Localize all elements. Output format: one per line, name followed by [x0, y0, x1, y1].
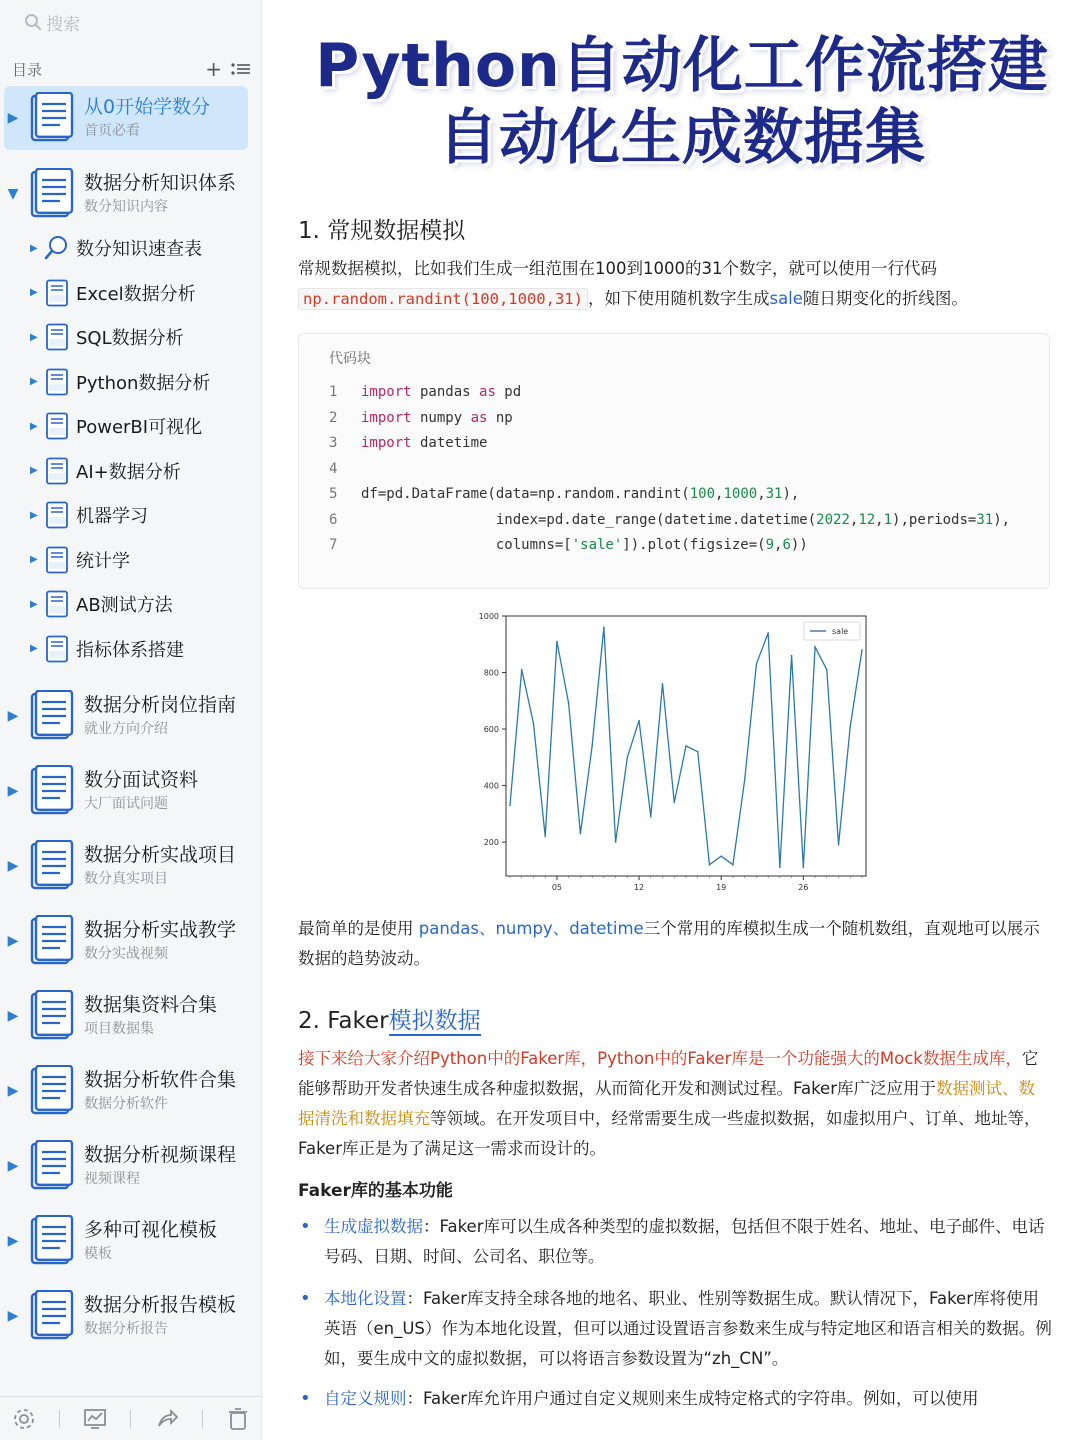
s1-text-2: ，如下使用随机数字生成: [587, 289, 770, 308]
code-token: 'sale': [571, 537, 623, 553]
toc-item-subtitle: 数据分析软件: [84, 1096, 168, 1112]
data-point: [638, 720, 640, 722]
document-icon: [30, 1065, 74, 1117]
code-token: columns=[: [361, 537, 572, 553]
code-token: datetime: [411, 435, 488, 451]
title-line-1: Python自动化工作流搭建: [315, 31, 1049, 101]
caret-right-icon[interactable]: ▶: [7, 933, 19, 949]
caret-right-icon[interactable]: ▶: [7, 110, 19, 126]
line-number: 6: [329, 511, 338, 528]
data-point: [580, 833, 582, 835]
section1-paragraph: [298, 254, 1050, 314]
line-number: 4: [329, 460, 338, 477]
code-block[interactable]: [298, 333, 1050, 589]
sidebar-bottom-bar: [0, 1396, 262, 1441]
code-token: ,: [774, 537, 783, 553]
toc-item-subtitle: 视频课程: [84, 1171, 140, 1187]
toc-item-title: 数据分析知识体系: [84, 172, 237, 194]
toc-sub-item[interactable]: [30, 277, 196, 309]
document-icon: [30, 1140, 74, 1192]
bullet-item: [298, 1212, 1054, 1272]
search-placeholder: 搜索: [46, 14, 80, 35]
toc-sub-item-label: 指标体系搭建: [76, 639, 184, 661]
toc-add-button[interactable]: +: [205, 57, 222, 81]
search-box[interactable]: [24, 8, 80, 36]
document-icon: [30, 690, 74, 742]
document-small-icon: [44, 546, 70, 574]
toc-item-title: 多种可视化模板: [84, 1219, 218, 1241]
bullet-text: ：Faker库允许用户通过自定义规则来生成特定格式的字符串。例如，可以使用: [406, 1389, 979, 1408]
sidebar: [0, 0, 262, 1440]
toc-item[interactable]: [4, 1209, 248, 1273]
bullet-text: ：Faker库支持全球各地的地名、职业、性别等数据生成。默认情况下，Faker库将使用英语（en_US）作为本地化设置，但可以通过设置语言参数来生成与特定地区和语言相关的数据。例如，要生成中文的虚拟数据，可以将语言参数设置为“zh_CN”。: [324, 1289, 1052, 1368]
s1-after-text-3: 数据的趋势波动。: [298, 949, 430, 968]
data-point: [685, 745, 687, 747]
s2-text-2: 等领域。在开发项目中，经常需要生成一些虚拟数据，如虚拟用户、订单、地址等，Faker库正是为了满足这一需求而设计的。: [298, 1109, 1041, 1158]
code-token: np: [487, 409, 513, 426]
toc-item-subtitle: 模板: [84, 1246, 112, 1262]
toc-sub-item-label: PowerBI可视化: [76, 417, 203, 438]
toc-item-subtitle: 数分知识内容: [84, 199, 168, 215]
toc-item[interactable]: [4, 984, 248, 1048]
document-icon: [30, 765, 74, 817]
code-token: 100: [689, 486, 716, 502]
toc-label: 目录: [12, 60, 43, 79]
section2-paragraph: [298, 1044, 1050, 1164]
data-point: [732, 864, 734, 866]
x-tick-label: 26: [798, 883, 809, 890]
data-point: [838, 844, 840, 846]
code-line: [329, 512, 1010, 536]
caret-right-icon[interactable]: ▶: [30, 242, 38, 254]
s1-after-text-1: 最简单的是使用: [298, 919, 419, 938]
bullet-text: ：Faker库可以生成各种类型的虚拟数据，包括但不限于姓名、地址、电子邮件、电话号码、日期、时间、公司名、职位等。: [324, 1217, 1045, 1266]
code-token: ),: [782, 486, 800, 502]
code-token: 1: [883, 511, 893, 528]
data-point: [861, 649, 863, 651]
toc-sub-item[interactable]: [30, 499, 148, 531]
s2-heading-link[interactable]: 模拟数据: [388, 1008, 481, 1034]
search-icon: [24, 13, 42, 31]
code-token: pandas: [411, 384, 480, 400]
data-point: [720, 855, 722, 857]
code-token: 31: [976, 511, 994, 528]
code-token: 31: [765, 486, 783, 502]
caret-right-icon[interactable]: ▶: [7, 1233, 19, 1249]
caret-down-icon[interactable]: ▼: [7, 186, 19, 202]
document-icon: [30, 915, 74, 967]
magnifier-icon: [44, 234, 70, 262]
toc-sub-item[interactable]: [30, 321, 184, 353]
code-token: ),periods=: [892, 511, 977, 528]
s1-after-text-2: 三个常用的库模拟生成一个随机数组，直观地可以展示: [643, 919, 1040, 938]
toc-item[interactable]: [4, 1134, 248, 1198]
section2-heading: [298, 1002, 481, 1035]
document-main: [262, 0, 1080, 1440]
code-token: df=pd.DataFrame(data=np.random.randint(: [361, 486, 690, 502]
code-token: pd: [495, 384, 522, 400]
caret-right-icon[interactable]: ▶: [7, 858, 19, 874]
toc-item-subtitle: 首页必看: [84, 123, 140, 139]
toc-item-title: 从0开始学数分: [84, 96, 211, 118]
code-token: ,: [875, 511, 884, 528]
toc-sub-item[interactable]: [30, 232, 202, 264]
toc-sub-item[interactable]: [30, 455, 181, 487]
toc-item-subtitle: 数分实战视频: [84, 946, 168, 962]
data-point: [544, 836, 546, 838]
code-line: [329, 410, 513, 434]
bullet-dot-icon: •: [300, 1216, 311, 1237]
s2-heading-text: 2. Faker: [298, 1008, 389, 1034]
data-point: [662, 683, 664, 685]
bullet-item: [298, 1384, 1054, 1414]
code-token: ]).plot(figsize=(: [622, 537, 766, 553]
y-tick-label: 800: [483, 668, 499, 678]
caret-right-icon[interactable]: ▶: [30, 643, 38, 654]
data-point: [627, 757, 629, 759]
caret-right-icon[interactable]: ▶: [7, 1158, 19, 1174]
code-token: numpy: [411, 409, 471, 426]
caret-right-icon[interactable]: ▶: [30, 598, 38, 610]
title-line-2: 自动化生成数据集: [438, 103, 926, 173]
toc-item-title: 数据分析岗位指南: [84, 694, 237, 716]
code-token: 6: [782, 537, 791, 553]
data-point: [709, 864, 711, 866]
inline-code: np.random.randint(100,1000,31): [298, 288, 588, 310]
data-point: [650, 816, 652, 818]
toc-item[interactable]: [4, 909, 248, 973]
line-chart: [472, 608, 882, 890]
code-token: as: [479, 384, 496, 400]
s2-red-text: 接下来给大家介绍Python中的Faker库，Python中的Faker库是一个功能强大的Mock数据生成库，: [298, 1049, 1022, 1068]
code-token: 12: [858, 511, 876, 528]
toc-sub-item-label: 数分知识速查表: [76, 239, 202, 260]
toc-sub-item[interactable]: [30, 366, 210, 398]
data-point: [803, 867, 805, 869]
toc-item-subtitle: 大厂面试问题: [84, 796, 168, 812]
code-token: index=pd.date_range(datetime.datetime(: [361, 511, 817, 528]
caret-right-icon[interactable]: ▶: [7, 708, 19, 724]
toc-item-subtitle: 数分真实项目: [84, 871, 168, 887]
toc-item[interactable]: [4, 834, 248, 898]
toc-item[interactable]: [4, 86, 248, 150]
code-token: 2022: [816, 511, 850, 528]
toc-item-title: 数据集资料合集: [84, 994, 218, 1016]
x-tick-label: 12: [633, 883, 645, 890]
caret-right-icon[interactable]: ▶: [30, 465, 38, 476]
data-point: [826, 669, 828, 671]
data-point: [849, 725, 851, 727]
line-number: 7: [329, 537, 338, 553]
code-line: [329, 384, 521, 408]
y-tick-label: 600: [483, 725, 499, 735]
document-small-icon: [44, 457, 70, 485]
document-icon: [30, 1215, 74, 1267]
y-tick-label: 200: [483, 838, 499, 848]
code-token: ,: [715, 486, 724, 502]
toc-item-title: 数据分析实战项目: [84, 844, 237, 866]
s1-text-1: 常规数据模拟，比如我们生成一组范围在100到1000的31个数字，就可以使用一行代码: [298, 259, 937, 278]
data-point: [533, 723, 535, 725]
code-token: ,: [849, 511, 859, 528]
y-tick-label: 1000: [478, 612, 499, 621]
toc-sub-item-label: Python数据分析: [76, 372, 211, 394]
data-point: [556, 641, 558, 643]
bullet-dot-icon: •: [300, 1388, 311, 1409]
code-line: [329, 435, 487, 459]
s1-sale-word: sale: [769, 289, 803, 308]
code-line: [329, 486, 799, 510]
toc-item-subtitle: 数据分析报告: [84, 1321, 168, 1337]
toc-list-icon[interactable]: [230, 61, 252, 77]
data-point: [603, 627, 605, 629]
toc-sub-item-label: AB测试方法: [76, 595, 173, 616]
code-token: ,: [757, 486, 766, 502]
code-token: ),: [993, 511, 1011, 528]
code-token: )): [790, 537, 808, 553]
toc-sub-item[interactable]: [30, 544, 130, 576]
s2-orange-text: 数据测试、数据清洗和数据填充: [298, 1079, 1035, 1128]
document-small-icon: [44, 635, 70, 663]
caret-right-icon[interactable]: ▶: [7, 1008, 19, 1024]
document-icon: [30, 990, 74, 1042]
line-number: 3: [329, 435, 338, 451]
code-token: import: [361, 409, 412, 426]
toc-item[interactable]: [4, 162, 248, 226]
toc-item-title: 数据分析软件合集: [84, 1069, 237, 1091]
data-point: [568, 703, 570, 705]
toc-item-title: 数分面试资料: [84, 769, 199, 791]
x-tick-label: 05: [551, 883, 563, 890]
toc-item[interactable]: [4, 684, 248, 748]
toc-item[interactable]: [4, 1284, 248, 1348]
toc-item-title: 数据分析报告模板: [84, 1294, 237, 1316]
toc-sub-item-label: 统计学: [76, 550, 130, 572]
y-tick-label: 400: [483, 781, 499, 791]
toc-sub-item[interactable]: [30, 410, 202, 442]
caret-right-icon[interactable]: ▶: [30, 331, 38, 343]
toc-item-title: 数据分析视频课程: [84, 1144, 237, 1166]
code-token: as: [470, 409, 488, 426]
code-token: import: [361, 435, 412, 451]
data-point: [767, 632, 769, 634]
line-number: 1: [329, 384, 338, 400]
toc-sub-item-label: Excel数据分析: [76, 283, 196, 305]
caret-right-icon[interactable]: ▶: [7, 1083, 19, 1099]
code-token: 9: [765, 537, 775, 553]
document-icon: [30, 840, 74, 892]
document-icon: [30, 1290, 74, 1342]
settings-icon[interactable]: [12, 1407, 36, 1431]
code-token: import: [361, 384, 412, 400]
code-token: 1000: [723, 486, 758, 502]
toc-item-title: 数据分析实战教学: [84, 919, 237, 941]
data-point: [615, 841, 617, 843]
s1-libs: pandas、numpy、datetime: [418, 919, 644, 938]
data-point: [697, 751, 699, 753]
s1-text-3: 随日期变化的折线图。: [802, 289, 968, 308]
trash-icon[interactable]: [226, 1407, 250, 1431]
caret-right-icon[interactable]: ▶: [30, 509, 38, 521]
document-small-icon: [44, 501, 70, 529]
data-point: [756, 663, 758, 665]
data-point: [591, 745, 593, 747]
section1-after-paragraph: [298, 914, 1050, 974]
x-tick-label: 19: [716, 883, 727, 890]
toc-sub-item[interactable]: [30, 588, 173, 620]
chart-icon[interactable]: [83, 1407, 107, 1431]
caret-right-icon[interactable]: ▶: [30, 287, 38, 298]
data-point: [673, 802, 675, 804]
toc-sub-item-label: SQL数据分析: [76, 328, 184, 349]
data-point: [791, 655, 793, 657]
data-point: [744, 779, 746, 781]
code-block-label: 代码块: [329, 351, 371, 367]
caret-right-icon[interactable]: ▶: [7, 1308, 19, 1324]
data-point: [779, 867, 781, 869]
legend-label: sale: [832, 627, 849, 636]
toc-header: [12, 58, 252, 80]
section1-heading: 1. 常规数据模拟: [298, 218, 466, 244]
toc-item-subtitle: 就业方向介绍: [84, 721, 168, 737]
toc-item[interactable]: [4, 1059, 248, 1123]
bullet-key: 生成虚拟数据: [324, 1217, 423, 1236]
toc-sub-item-label: 机器学习: [76, 506, 148, 527]
document-small-icon: [44, 412, 70, 440]
data-point: [521, 669, 523, 671]
caret-right-icon[interactable]: ▶: [30, 420, 38, 432]
caret-right-icon[interactable]: ▶: [30, 554, 38, 565]
bullet-item: [298, 1284, 1054, 1374]
bullet-key: 自定义规则: [324, 1389, 407, 1408]
bullet-dot-icon: •: [300, 1288, 311, 1309]
toc-item[interactable]: [4, 759, 248, 823]
caret-right-icon[interactable]: ▶: [7, 783, 19, 799]
document-small-icon: [44, 368, 70, 396]
document-small-icon: [44, 323, 70, 351]
code-line: [329, 537, 808, 561]
data-point: [814, 646, 816, 648]
page-title: [292, 30, 1072, 174]
section2-subheading: Faker库的基本功能: [298, 1181, 453, 1201]
share-icon[interactable]: [155, 1407, 179, 1431]
bullet-key: 本地化设置: [324, 1289, 407, 1308]
toc-sub-item-label: AI+数据分析: [76, 461, 181, 483]
line-number: 2: [329, 409, 338, 426]
code-line: [329, 461, 361, 485]
document-small-icon: [44, 279, 70, 307]
data-point: [509, 805, 511, 807]
s2-text-1: 它能够帮助开发者快速生成各种虚拟数据，从而简化开发和测试过程。Faker库广泛应用于: [298, 1049, 1039, 1098]
caret-right-icon[interactable]: ▶: [30, 376, 38, 387]
document-icon: [30, 92, 74, 144]
document-small-icon: [44, 590, 70, 618]
document-icon: [30, 168, 74, 220]
line-number: 5: [329, 486, 338, 502]
toc-sub-item[interactable]: [30, 633, 184, 665]
line-chart-svg: [472, 608, 882, 890]
toc-item-subtitle: 项目数据集: [84, 1021, 154, 1037]
